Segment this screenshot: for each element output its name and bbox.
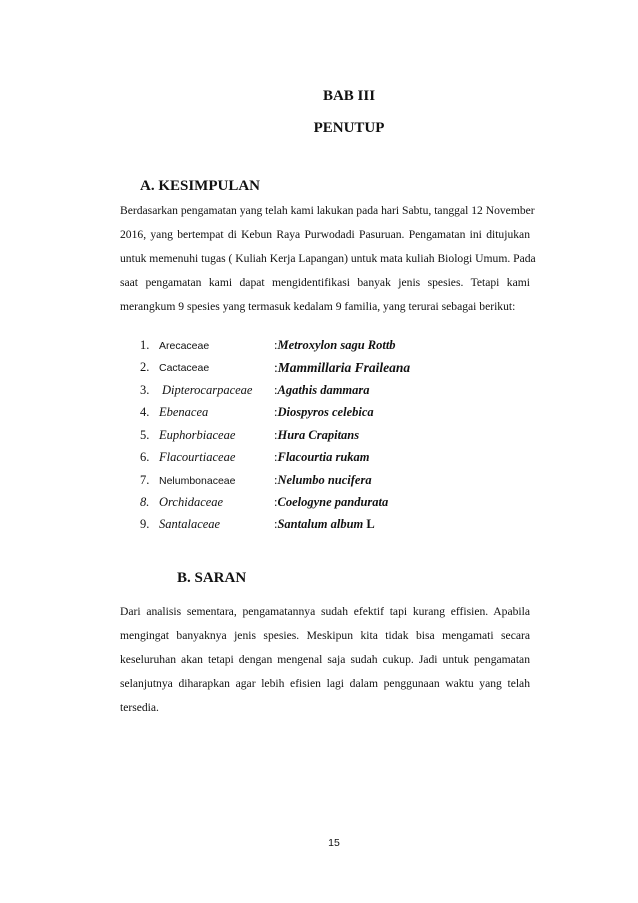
conclusion-line-4: saat pengamatan kami dapat mengidentifikasi banyak jenis spesies. Tetapi kami [120, 276, 530, 289]
item-number: 9. [140, 517, 150, 531]
species-name [274, 338, 396, 353]
species-name [274, 405, 374, 420]
item-number: 5. [140, 428, 150, 442]
family-name: Santalaceae [159, 517, 221, 531]
species-text: Hura Crapitans [277, 428, 360, 442]
chapter-number: BAB III [322, 88, 376, 104]
suggestion-line-4: selanjutnya diharapkan agar lebih efisien lagi dalam penggunaan waktu yang telah [120, 677, 530, 690]
conclusion-line-3: untuk memenuhi tugas ( Kuliah Kerja Lapangan) untuk mata kuliah Biologi Umum. Pada [120, 252, 536, 265]
species-text: Agathis dammara [277, 383, 370, 397]
conclusion-line-5: merangkum 9 spesies yang termasuk kedalam 9 familia, yang terurai sebagai berikut: [120, 300, 516, 313]
species-text: Nelumbo nucifera [277, 473, 372, 487]
colon: : [274, 428, 278, 442]
species-text: Diospyros celebica [277, 405, 374, 419]
suggestion-line-2: mengingat banyaknya jenis spesies. Meskipun kita tidak bisa mengamati secara [120, 629, 530, 642]
suggestion-paragraph [120, 600, 530, 720]
page-number: 15 [328, 837, 340, 849]
colon: : [274, 473, 278, 487]
species-name [274, 473, 372, 488]
family-name: Orchidaceae [159, 495, 224, 509]
species-name [274, 495, 388, 510]
item-number: 6. [140, 450, 150, 464]
family-name: Arecaceae [159, 340, 210, 352]
species-text: Coelogyne pandurata [277, 495, 389, 509]
item-number: 1. [140, 338, 150, 352]
conclusion-line-2: 2016, yang bertempat di Kebun Raya Purwodadi Pasuruan. Pengamatan ini ditujukan [120, 228, 530, 241]
species-name [274, 450, 370, 465]
species-name [274, 383, 370, 398]
colon: : [274, 405, 278, 419]
family-name: Nelumbonaceae [159, 475, 236, 487]
conclusion-heading: A. KESIMPULAN [140, 178, 261, 194]
species-name [274, 428, 359, 443]
suggestion-line-3: keseluruhan akan tetapi dengan mengenal saja sudah cukup. Jadi untuk pengamatan [120, 653, 530, 666]
suggestion-heading: B. SARAN [177, 570, 247, 586]
species-name [274, 360, 410, 376]
family-name: Flacourtiaceae [159, 450, 236, 464]
conclusion-paragraph [120, 199, 536, 319]
species-text: Flacourtia rukam [277, 450, 370, 464]
colon: : [274, 338, 278, 352]
family-name: Cactaceae [159, 362, 210, 374]
species-text: Metroxylon sagu Rottb [277, 338, 396, 352]
item-number: 4. [140, 405, 150, 419]
conclusion-line-1: Berdasarkan pengamatan yang telah kami lakukan pada hari Sabtu, tanggal 12 November [120, 204, 535, 217]
chapter-title: PENUTUP [313, 120, 385, 136]
item-number: 3. [140, 383, 150, 397]
colon: : [274, 360, 278, 375]
family-name: Euphorbiaceae [159, 428, 236, 442]
colon: : [274, 450, 278, 464]
item-number: 7. [140, 473, 150, 487]
species-text: Santalum album [277, 517, 364, 531]
family-name: Ebenacea [159, 405, 209, 419]
suggestion-line-5: tersedia. [120, 701, 159, 714]
item-number: 8. [140, 495, 150, 509]
colon: : [274, 495, 278, 509]
species-suffix: L [366, 517, 375, 531]
colon: : [274, 383, 278, 397]
colon: : [274, 517, 278, 531]
suggestion-line-1: Dari analisis sementara, pengamatannya sudah efektif tapi kurang effisien. Apabila [120, 605, 530, 618]
species-text: Mammillaria Fraileana [277, 360, 411, 375]
family-name: Dipterocarpaceae [162, 383, 253, 397]
item-number: 2. [140, 360, 150, 374]
species-name [274, 517, 375, 532]
